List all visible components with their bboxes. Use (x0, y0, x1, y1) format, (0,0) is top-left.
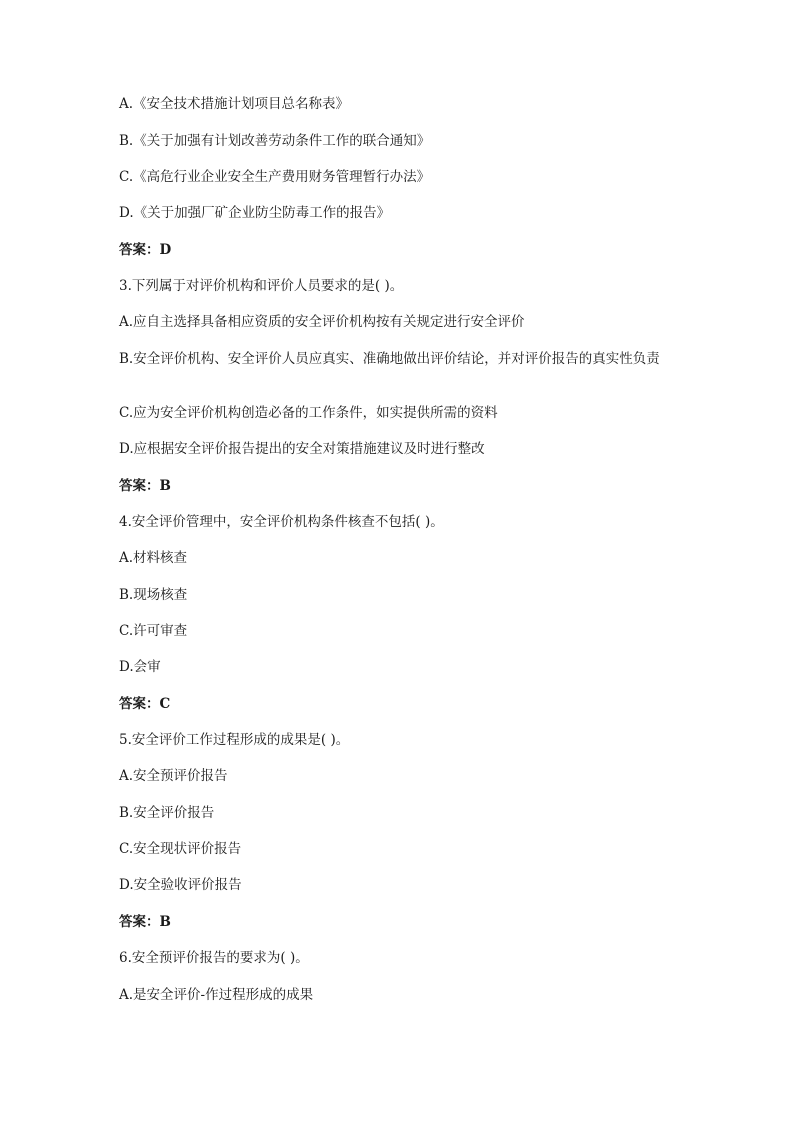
q2-option-d: D.《关于加强厂矿企业防尘防毒工作的报告》 (119, 205, 391, 221)
q6-option-a: A.是安全评价-作过程形成的成果 (119, 987, 314, 1003)
q6-question: 6.安全预评价报告的要求为( )。 (119, 950, 309, 966)
q2-answer: 答案：D (119, 242, 172, 258)
q2-option-c: C.《高危行业企业安全生产费用财务管理暂行办法》 (119, 169, 431, 185)
q5-answer: 答案：B (119, 914, 171, 930)
q3-answer: 答案：B (119, 478, 171, 494)
q4-option-a: A.材料核查 (119, 550, 188, 566)
q4-question: 4.安全评价管理中，安全评价机构条件核查不包括( )。 (119, 514, 444, 530)
q5-option-a: A.安全预评价报告 (119, 768, 228, 784)
q2-option-a: A.《安全技术措施计划项目总名称表》 (119, 96, 350, 112)
q2-option-b: B.《关于加强有计划改善劳动条件工作的联合通知》 (119, 133, 431, 149)
q3-option-a: A.应自主选择具备相应资质的安全评价机构按有关规定进行安全评价 (119, 314, 525, 330)
q3-option-c: C.应为安全评价机构创造必备的工作条件，如实提供所需的资料 (119, 405, 498, 421)
q5-option-b: B.安全评价报告 (119, 805, 215, 821)
q4-option-b: B.现场核查 (119, 587, 188, 603)
q5-question: 5.安全评价工作过程形成的成果是( )。 (119, 732, 350, 748)
q3-question: 3.下列属于对评价机构和评价人员要求的是( )。 (119, 278, 404, 294)
q4-answer: 答案：C (119, 696, 171, 712)
q5-option-d: D.安全验收评价报告 (119, 877, 242, 893)
q3-option-b: B.安全评价机构、安全评价人员应真实、准确地做出评价结论，并对评价报告的真实性负责 (119, 351, 660, 367)
q4-option-c: C.许可审查 (119, 623, 188, 639)
q4-option-d: D.会审 (119, 659, 161, 675)
q5-option-c: C.安全现状评价报告 (119, 841, 242, 857)
q3-option-d: D.应根据安全评价报告提出的安全对策措施建议及时进行整改 (119, 441, 485, 457)
